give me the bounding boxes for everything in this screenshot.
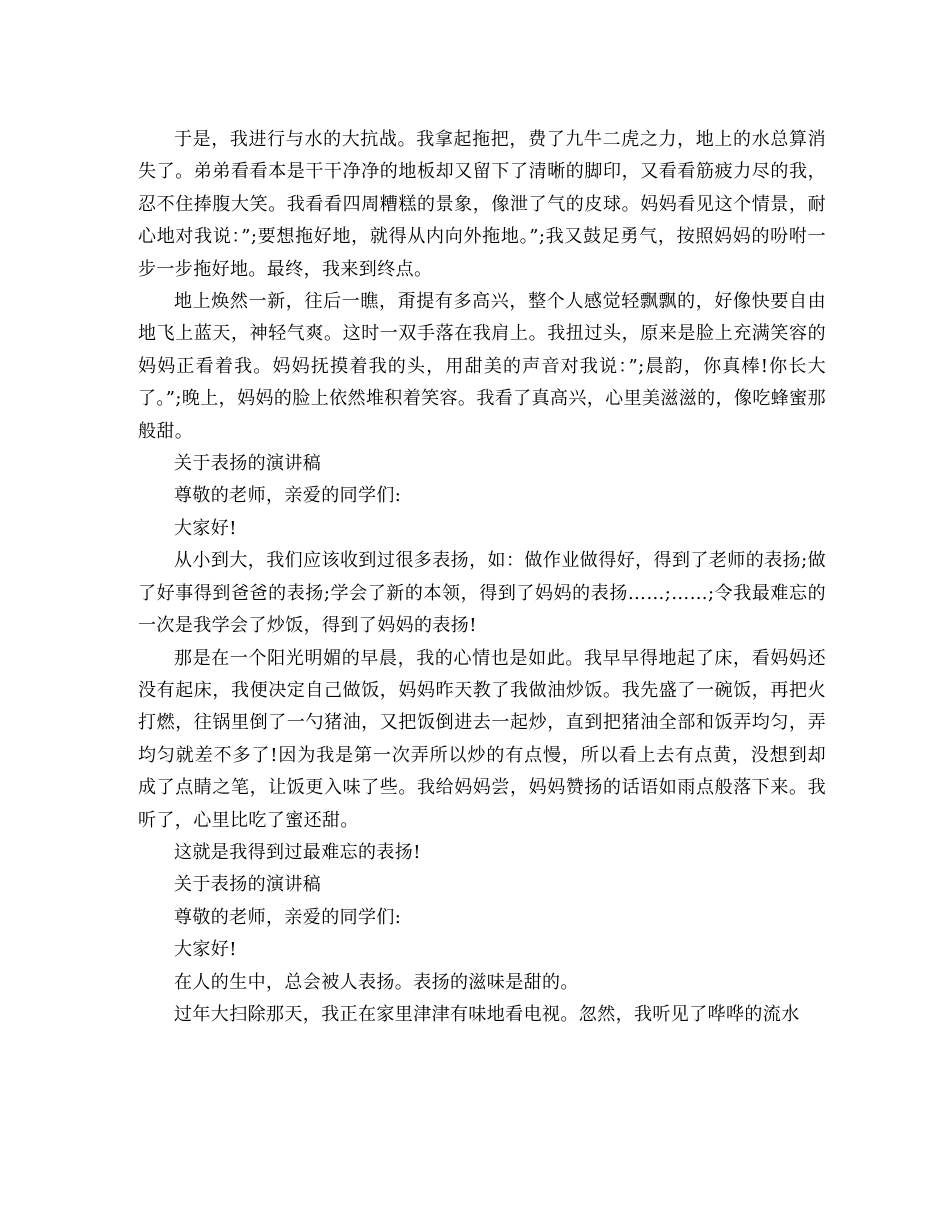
document-page — [138, 124, 826, 1031]
section-title-2: 关于表扬的演讲稿 — [174, 874, 322, 896]
paragraph-2: 地上焕然一新，往后一瞧，甭提有多高兴，整个人感觉轻飘飘的，好像快要自由地飞上蓝天，神轻气爽。这时一双手落在我肩上。我扭过头，原来是脸上充满笑容的妈妈正看着我。妈妈抚摸着我的头，用甜美的声音对我说：”;晨韵，你真棒!你长大了。”;晚上，妈妈的脸上依然堆积着笑容。我看了真高兴，心里美滋滋的，像吃蜂蜜那般甜。 — [138, 291, 826, 442]
greeting: 大家好! — [174, 517, 237, 539]
paragraph-3: 从小到大，我们应该收到过很多表扬，如：做作业做得好，得到了老师的表扬;做了好事得到爸爸的表扬;学会了新的本领，得到了妈妈的表扬……;……;令我最难忘的一次是我学会了炒饭，得到了妈妈的表扬! — [138, 550, 826, 637]
paragraph-7: 过年大扫除那天，我正在家里津津有味地看电视。忽然，我听见了哗哗的流水 — [174, 1003, 800, 1025]
paragraph-1: 于是，我进行与水的大抗战。我拿起拖把，费了九牛二虎之力，地上的水总算消失了。弟弟看看本是干干净净的地板却又留下了清晰的脚印，又看看筋疲力尽的我，忍不住捧腹大笑。我看看四周糟糕的景象，像泄了气的皮球。妈妈看见这个情景，耐心地对我说：”;要想拖好地，就得从内向外拖地。”;我又鼓足勇气，按照妈妈的吩咐一步一步拖好地。最终，我来到终点。 — [138, 129, 826, 280]
salutation: 尊敬的老师，亲爱的同学们: — [174, 485, 402, 507]
section-title: 关于表扬的演讲稿 — [174, 453, 322, 475]
greeting-2: 大家好! — [174, 939, 237, 961]
paragraph-4: 那是在一个阳光明媚的早晨，我的心情也是如此。我早早得地起了床，看妈妈还没有起床，我便决定自己做饭，妈妈昨天教了我做油炒饭。我先盛了一碗饭，再把火打燃，往锅里倒了一勺猪油，又把饭倒进去一起炒，直到把猪油全部和饭弄均匀，弄均匀就差不多了!因为我是第一次弄所以炒的有点慢，所以看上去有点黄，没想到却成了点睛之笔，让饭更入味了些。我给妈妈尝，妈妈赞扬的话语如雨点般落下来。我听了，心里比吃了蜜还甜。 — [138, 647, 826, 831]
paragraph-6: 在人的生中，总会被人表扬。表扬的滋味是甜的。 — [174, 971, 579, 993]
paragraph-5: 这就是我得到过最难忘的表扬! — [174, 841, 421, 863]
salutation-2: 尊敬的老师，亲爱的同学们: — [174, 906, 402, 928]
